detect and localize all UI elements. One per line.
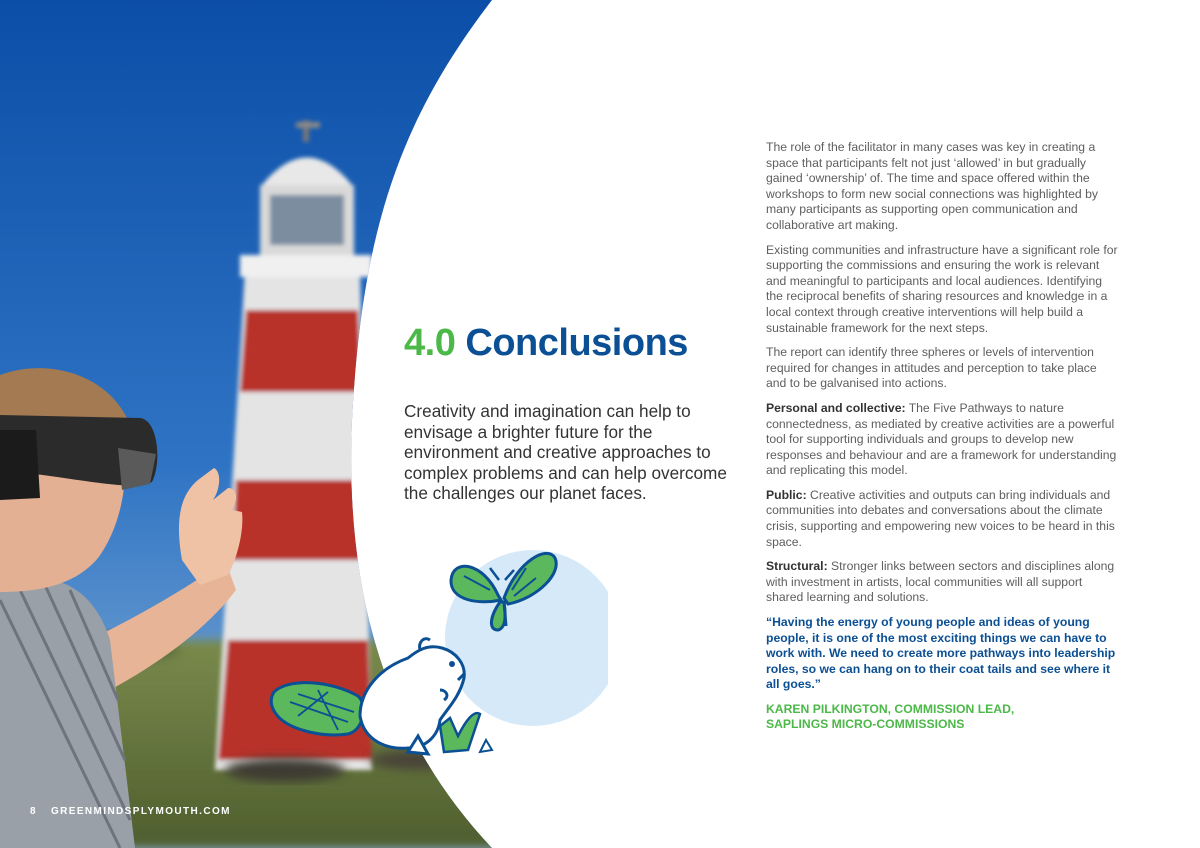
attribution-org: SAPLINGS MICRO-COMMISSIONS xyxy=(766,717,965,731)
body-paragraph-facilitator: The role of the facilitator in many cases was key in creating a space that participants felt not just ‘allowed’ in but gradually gained ‘ownership’ of. The time and space offered within the workshops to form new social connections was highlighted by many participants as supporting open communication and collaborative art making. xyxy=(766,140,1098,232)
body-paragraph-structural xyxy=(766,559,1118,606)
section-title: Conclusions xyxy=(465,322,688,364)
body-paragraph-personal xyxy=(766,401,1118,479)
personal-label: Personal and collective: xyxy=(766,400,906,415)
section-heading xyxy=(404,322,688,365)
leaf-icon xyxy=(440,713,492,752)
body-paragraph-public xyxy=(766,488,1118,550)
page-footer xyxy=(30,806,231,817)
quote-attribution xyxy=(766,702,1118,732)
structural-label: Structural: xyxy=(766,559,828,574)
beaver-icon xyxy=(271,639,464,754)
website-link[interactable]: GREENMINDSPLYMOUTH.COM xyxy=(50,806,231,817)
structural-text: Stronger links between sectors and disciplines along with investment in artists, local communities will all support shared learning and solutions. xyxy=(766,559,1115,605)
personal-text: The Five Pathways to nature connectedness, as mediated by creative activities are a powerful tool for supporting individuals and groups to develop new responses and behaviour and are a framework for understanding and replicating this model. xyxy=(766,400,1117,478)
body-column xyxy=(766,140,1118,741)
page-number: 8 xyxy=(30,806,37,817)
pull-quote: “Having the energy of young people and ideas of young people, it is one of the most exciting things we can have to work with. We need to create more pathways into leadership roles, so we can hang on to their coat tails and see where it all goes.” xyxy=(766,615,1116,692)
section-number: 4.0 xyxy=(404,322,456,364)
public-text: Creative activities and outputs can bring individuals and communities into debates and conversations about the climate crisis, supporting and empowering new voices to be heard in this space. xyxy=(766,487,1115,549)
public-label: Public: xyxy=(766,487,807,502)
beaver-butterfly-illustration xyxy=(268,540,608,760)
attribution-name: KAREN PILKINGTON, COMMISSION LEAD, xyxy=(766,702,1015,716)
body-paragraph-communities: Existing communities and infrastructure have a significant role for supporting the commissions and ensuring the work is relevant and meaningful to participants and local audiences. Identifying the reciprocal benefits of sharing resources and knowledge in a local context through creative interventions will help build a sustainable framework for the next steps. xyxy=(766,242,1118,335)
intro-text: Creativity and imagination can help to envisage a brighter future for the environment and creative approaches to complex problems and can help overcome the challenges our planet faces. xyxy=(404,401,727,503)
body-paragraph-spheres: The report can identify three spheres or levels of intervention required for changes in attitudes and perception to take place and to be galvanised into actions. xyxy=(766,345,1097,391)
